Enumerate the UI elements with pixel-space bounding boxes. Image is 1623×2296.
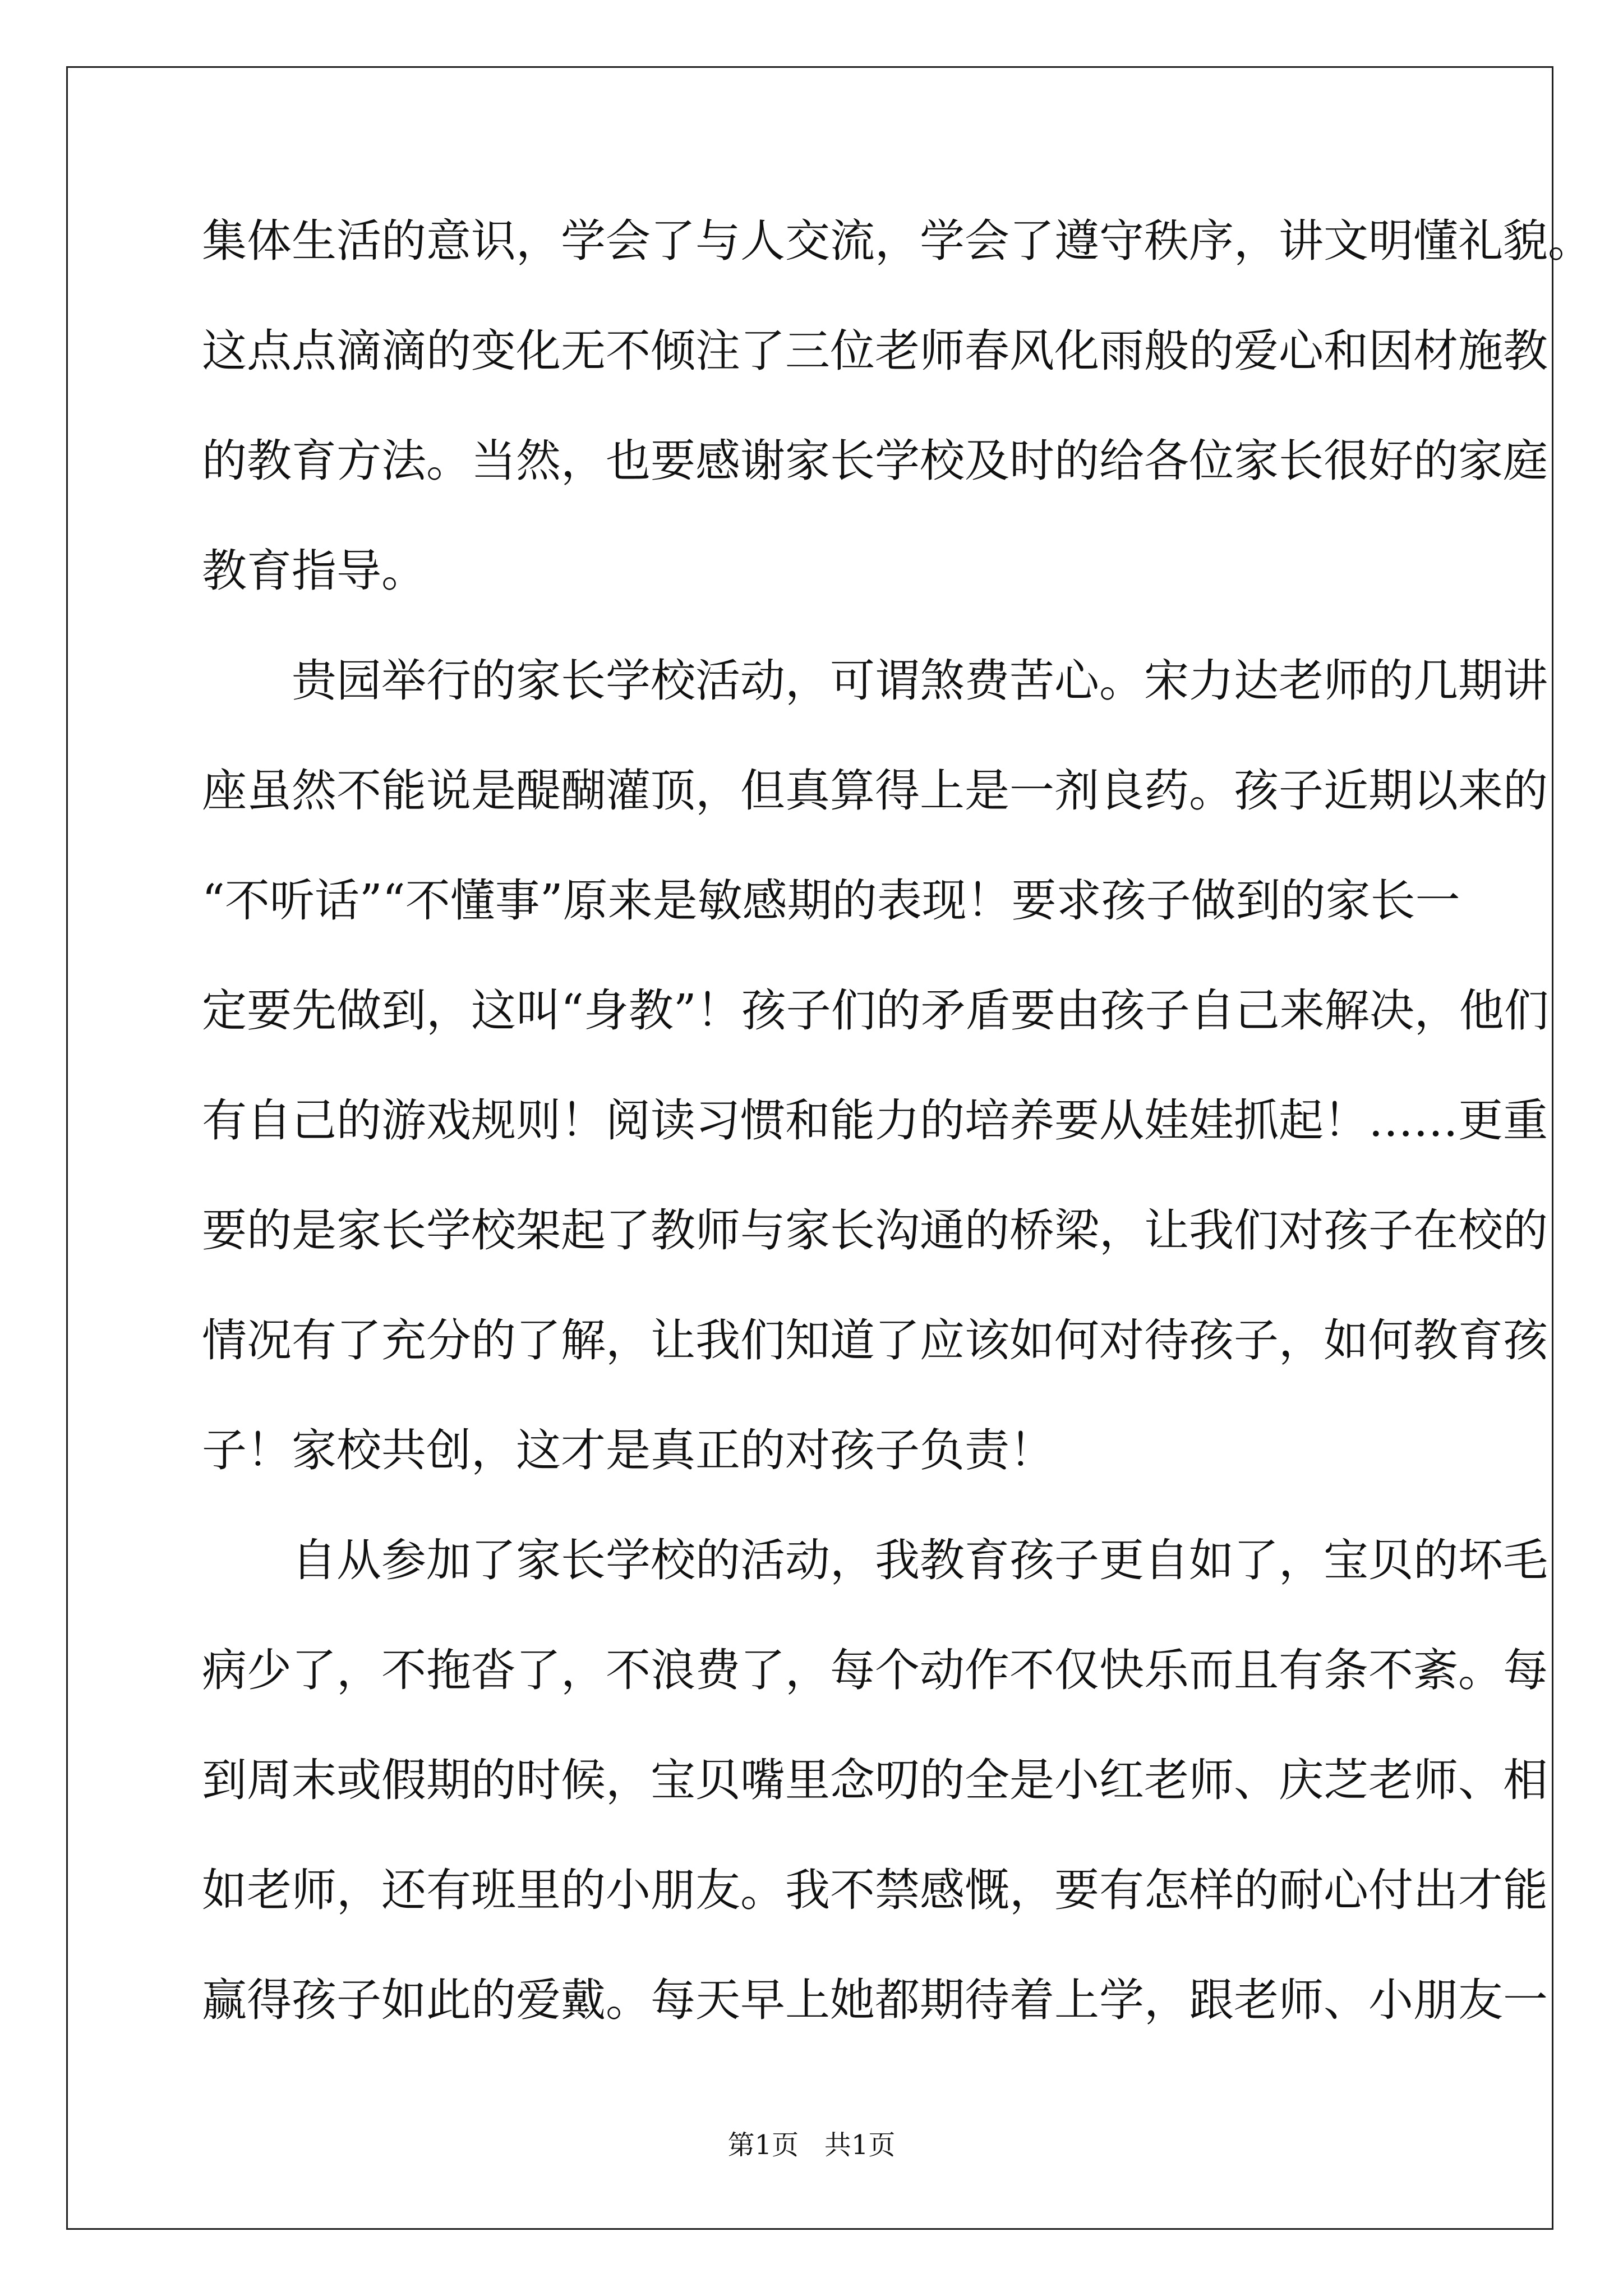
text-line: 到周末或假期的时候，宝贝嘴里念叨的全是小红老师、庆芝老师、相	[202, 1754, 1548, 1806]
page-total: 共1页	[824, 2129, 896, 2161]
text-line: 定要先做到，这叫“身教”！孩子们的矛盾要由孩子自己来解决，他们	[202, 984, 1549, 1037]
page-footer	[0, 2129, 1623, 2161]
text-line: 贵园举行的家长学校活动，可谓煞费苦心。宋力达老师的几期讲	[202, 655, 1548, 707]
text-line: 自从参加了家长学校的活动，我教育孩子更自如了，宝贝的坏毛	[202, 1534, 1548, 1586]
text-line: 病少了，不拖沓了，不浪费了，每个动作不仅快乐而且有条不紊。每	[202, 1644, 1548, 1696]
page-number: 第1页	[727, 2129, 799, 2161]
text-line: 座虽然不能说是醍醐灌顶，但真算得上是一剂良药。孩子近期以来的	[202, 765, 1548, 817]
text-line: 有自己的游戏规则！阅读习惯和能力的培养要从娃娃抓起！……更重	[202, 1094, 1548, 1147]
text-line: 赢得孩子如此的爱戴。每天早上她都期待着上学，跟老师、小朋友一	[202, 1974, 1548, 2026]
text-line: 的教育方法。当然，也要感谢家长学校及时的给各位家长很好的家庭	[202, 435, 1548, 487]
text-line: 这点点滴滴的变化无不倾注了三位老师春风化雨般的爱心和因材施教	[202, 325, 1548, 377]
text-line: 情况有了充分的了解，让我们知道了应该如何对待孩子，如何教育孩	[202, 1314, 1548, 1366]
text-line: 如老师，还有班里的小朋友。我不禁感慨，要有怎样的耐心付出才能	[202, 1864, 1548, 1916]
text-line: 教育指导。	[202, 545, 426, 597]
document-body	[202, 215, 1593, 2088]
text-line: 要的是家长学校架起了教师与家长沟通的桥梁，让我们对孩子在校的	[202, 1204, 1548, 1257]
text-line: “不听话”“不懂事”原来是敏感期的表现！要求孩子做到的家长一	[202, 875, 1460, 927]
text-line: 集体生活的意识，学会了与人交流，学会了遵守秩序，讲文明懂礼貌。	[202, 215, 1593, 267]
text-line: 子！家校共创，这才是真正的对孩子负责！	[202, 1424, 1054, 1476]
